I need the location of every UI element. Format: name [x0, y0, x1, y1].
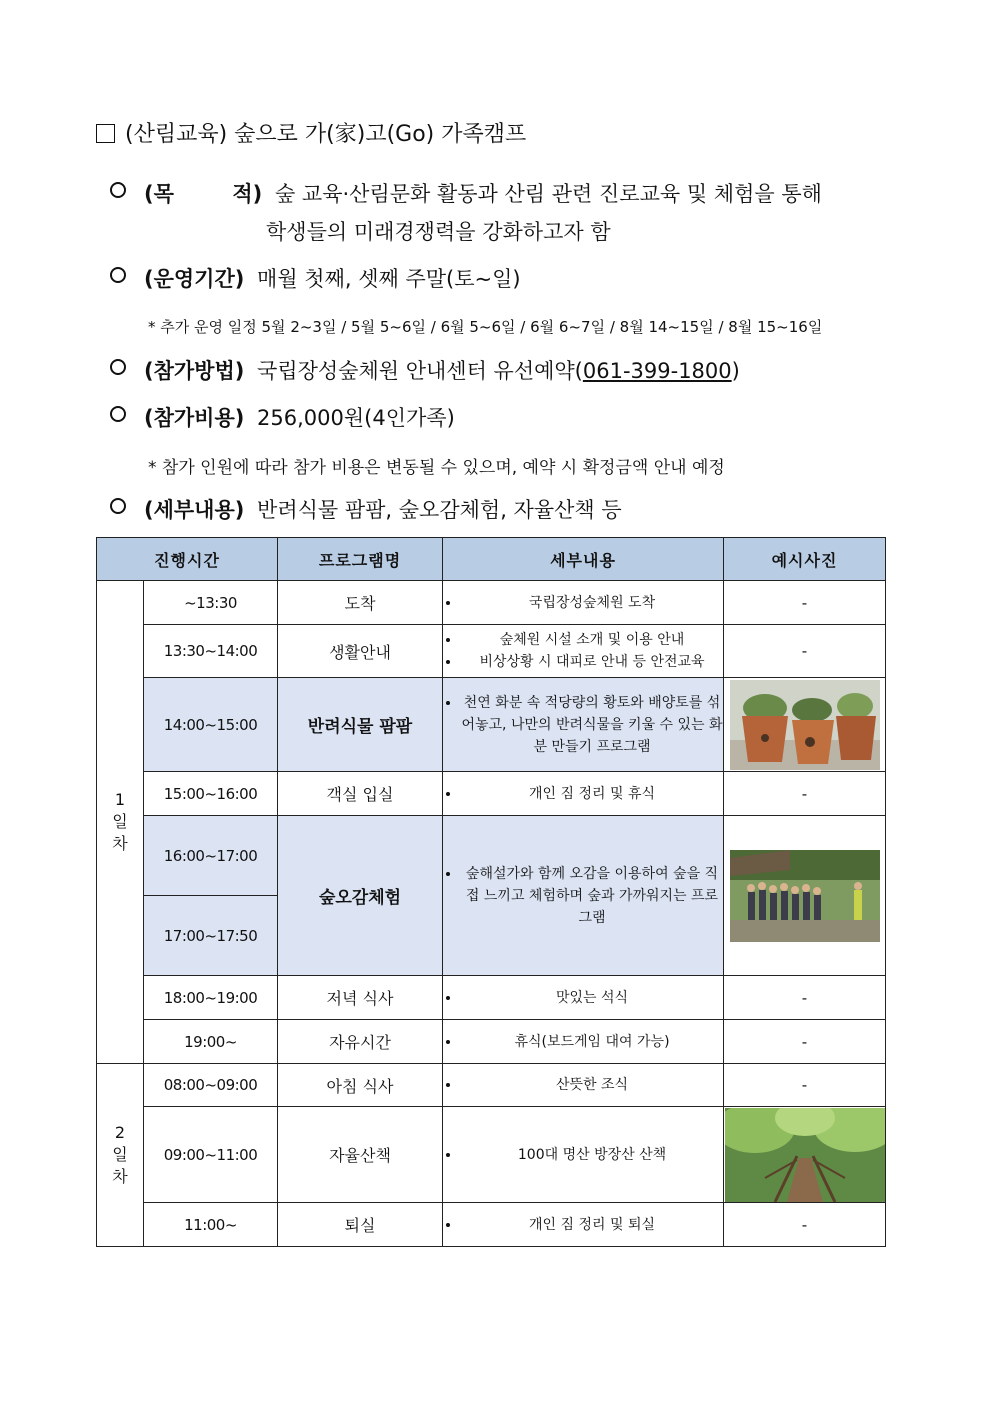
circle-bullet-icon	[110, 406, 126, 422]
schedule-table	[96, 537, 886, 1247]
time-cell: 19:00~	[144, 1020, 278, 1064]
photo-cell: -	[724, 772, 886, 816]
period-text: 매월 첫째, 셋째 주말(토∼일)	[257, 267, 521, 291]
desc-cell: • 숲체원 시설 소개 및 이용 안내 • 비상상황 시 대피로 안내 등 안전교육	[443, 625, 724, 678]
table-row	[97, 1203, 886, 1247]
period-item	[110, 263, 521, 293]
time-cell: ~13:30	[144, 581, 278, 625]
day1-cell: 1 일 차	[97, 581, 144, 1064]
period-note: * 추가 운영 일정 5월 2~3일 / 5월 5~6일 / 6월 5~6일 / 6월 6~7일 / 8월 14~15일 / 8월 15~16일	[148, 318, 823, 336]
desc-cell: • 숲해설가와 함께 오감을 이용하여 숲을 직접 느끼고 체험하며 숲과 가까워지는 프로그램	[443, 816, 724, 976]
method-item	[110, 355, 740, 385]
method-label: (참가방법)	[144, 359, 245, 383]
purpose-text-2: 학생들의 미래경쟁력을 강화하고자 함	[266, 220, 611, 244]
purpose-item	[110, 178, 822, 208]
time-cell: 09:00~11:00	[144, 1107, 278, 1203]
time-cell: 13:30~14:00	[144, 625, 278, 678]
photo-cell: -	[724, 1020, 886, 1064]
period-label: (운영기간)	[144, 267, 245, 291]
time-cell: 08:00~09:00	[144, 1064, 278, 1107]
purpose-text-1: 숲 교육·산림문화 활동과 산림 관련 진로교육 및 체험을 통해	[274, 182, 822, 206]
photo-cell: -	[724, 1203, 886, 1247]
desc-cell: • 휴식(보드게임 대여 가능)	[443, 1020, 724, 1064]
desc-cell: • 개인 짐 정리 및 휴식	[443, 772, 724, 816]
header-photo: 예시사진	[724, 538, 886, 581]
table-row	[97, 1064, 886, 1107]
forest-bridge-photo	[725, 1108, 885, 1202]
desc-cell: • 100대 명산 방장산 산책	[443, 1107, 724, 1203]
photo-cell: -	[724, 625, 886, 678]
details-label: (세부내용)	[144, 498, 245, 522]
time-cell: 18:00~19:00	[144, 976, 278, 1020]
circle-bullet-icon	[110, 182, 126, 198]
time-cell: 17:00~17:50	[144, 896, 278, 976]
desc-cell: • 개인 짐 정리 및 퇴실	[443, 1203, 724, 1247]
table-row	[97, 976, 886, 1020]
phone-number[interactable]: 061-399-1800	[582, 359, 732, 383]
table-row	[97, 581, 886, 625]
circle-bullet-icon	[110, 498, 126, 514]
fee-item	[110, 402, 455, 432]
desc-cell: • 맛있는 석식	[443, 976, 724, 1020]
table-row	[97, 772, 886, 816]
fee-note: * 참가 인원에 따라 참가 비용은 변동될 수 있으며, 예약 시 확정금액 안내 예정	[148, 458, 725, 478]
program-cell: 저녁 식사	[278, 976, 443, 1020]
program-cell: 퇴실	[278, 1203, 443, 1247]
table-row	[97, 816, 886, 896]
page-title: (산림교육) 숲으로 가(家)고(Go) 가족캠프	[96, 117, 526, 148]
desc-cell: • 산뜻한 조식	[443, 1064, 724, 1107]
table-row	[97, 1020, 886, 1064]
photo-cell	[724, 1107, 886, 1203]
program-cell: 반려식물 팜팜	[278, 678, 443, 772]
program-cell: 객실 입실	[278, 772, 443, 816]
header-details: 세부내용	[443, 538, 724, 581]
header-time: 진행시간	[97, 538, 278, 581]
time-cell: 15:00~16:00	[144, 772, 278, 816]
checkbox-square-icon	[96, 124, 115, 143]
method-text: 국립장성숲체원 안내센터 유선예약(	[257, 359, 583, 383]
fee-label: (참가비용)	[144, 406, 245, 430]
day2-cell: 2 일 차	[97, 1064, 144, 1247]
photo-cell	[724, 816, 886, 976]
photo-cell: -	[724, 976, 886, 1020]
table-row	[97, 678, 886, 772]
time-cell: 16:00~17:00	[144, 816, 278, 896]
fee-text: 256,000원(4인가족)	[257, 406, 455, 430]
method-close: )	[731, 359, 740, 383]
forest-group-photo	[730, 850, 880, 942]
header-program: 프로그램명	[278, 538, 443, 581]
desc-cell: • 국립장성숲체원 도착	[443, 581, 724, 625]
program-cell: 자율산책	[278, 1107, 443, 1203]
photo-cell	[724, 678, 886, 772]
program-cell: 도착	[278, 581, 443, 625]
program-cell: 자유시간	[278, 1020, 443, 1064]
time-cell: 11:00~	[144, 1203, 278, 1247]
purpose-label: (목 적)	[144, 182, 263, 206]
photo-cell: -	[724, 1064, 886, 1107]
circle-bullet-icon	[110, 359, 126, 375]
details-item	[110, 494, 622, 524]
time-cell: 14:00~15:00	[144, 678, 278, 772]
desc-cell: • 천연 화분 속 적당량의 황토와 배양토를 섞어놓고, 나만의 반려식물을 키울 수 있는 화분 만들기 프로그램	[443, 678, 724, 772]
program-cell: 생활안내	[278, 625, 443, 678]
potted-plants-photo	[730, 680, 880, 770]
program-cell: 숲오감체험	[278, 816, 443, 976]
table-header-row	[97, 538, 886, 581]
photo-cell: -	[724, 581, 886, 625]
table-row	[97, 1107, 886, 1203]
circle-bullet-icon	[110, 267, 126, 283]
details-text: 반려식물 팜팜, 숲오감체험, 자율산책 등	[257, 498, 622, 522]
table-row	[97, 625, 886, 678]
program-cell: 아침 식사	[278, 1064, 443, 1107]
